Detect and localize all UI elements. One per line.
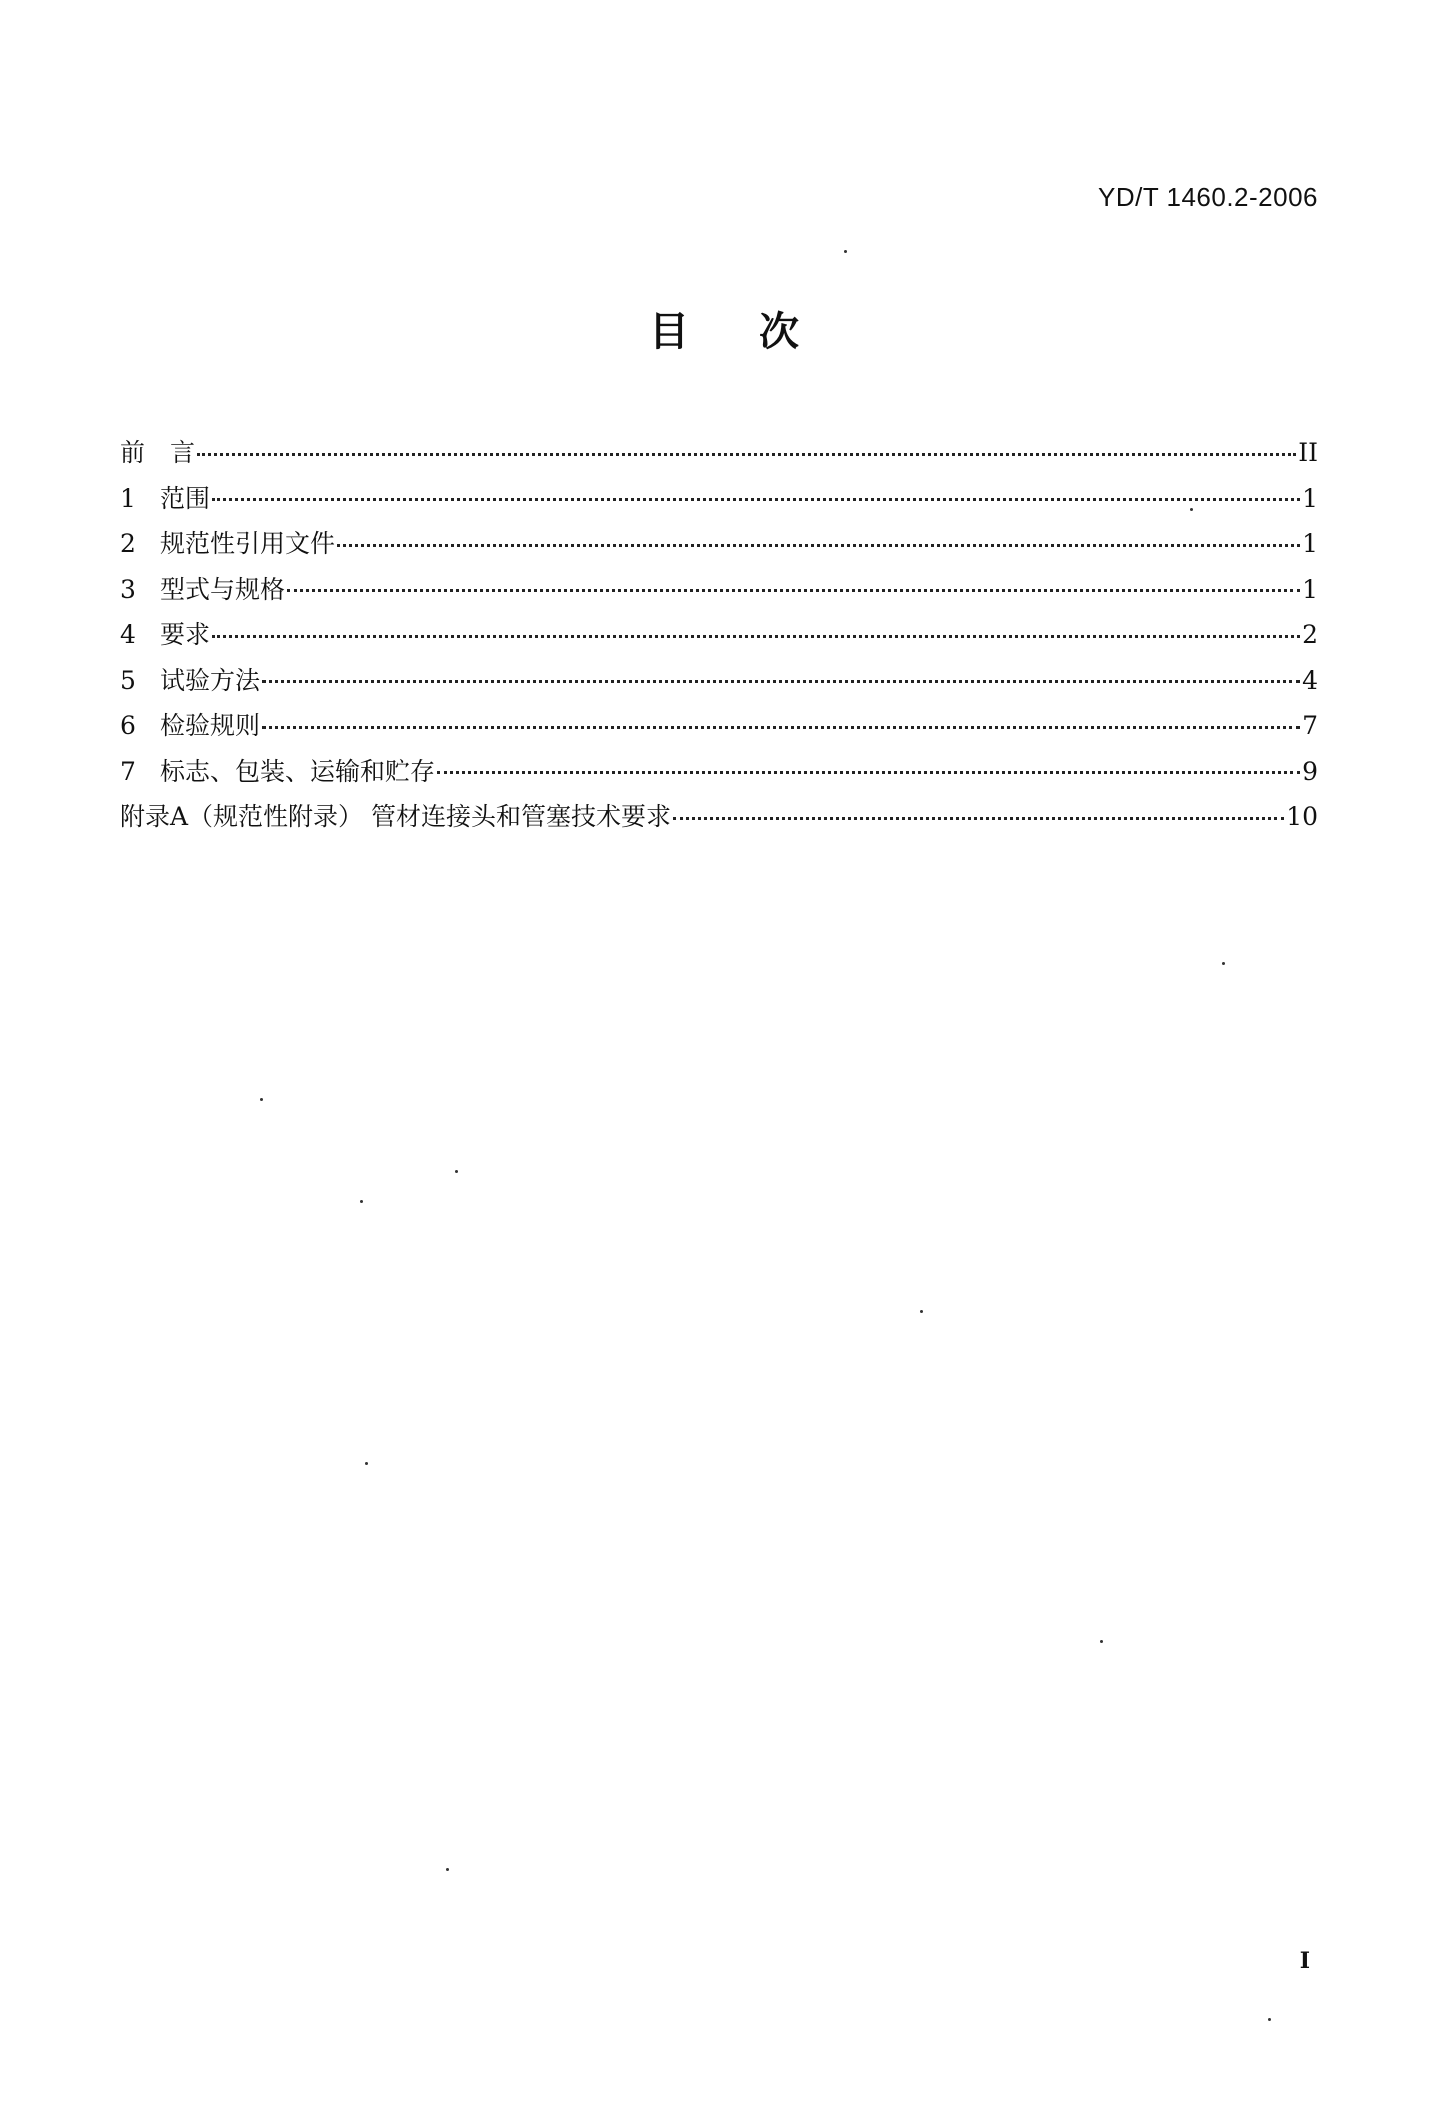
toc-entry-number: 4 (120, 620, 136, 649)
toc-entry-label: 检验规则 (160, 711, 261, 740)
toc-leader-dots (197, 452, 1296, 456)
toc-entry-label: 附录A（规范性附录） 管材连接头和管塞技术要求 (120, 802, 672, 831)
scan-speck (1222, 962, 1225, 965)
scan-speck (365, 1462, 368, 1465)
toc-leader-dots (262, 679, 1300, 683)
toc-leader-dots (337, 543, 1300, 547)
toc-entry-types-specifications[interactable] (120, 567, 1318, 613)
scan-speck (1190, 508, 1193, 511)
toc-entry-label: 前 言 (120, 438, 196, 467)
toc-entry-number: 2 (120, 529, 136, 558)
toc-entry-page: 2 (1302, 620, 1318, 649)
scan-speck (920, 1310, 923, 1313)
page-number: I (1299, 1948, 1310, 1974)
scan-speck (446, 1868, 449, 1871)
standard-number: YD/T 1460.2-2006 (1098, 182, 1318, 212)
toc-entry-label: 要求 (160, 620, 211, 649)
toc-entry-requirements[interactable] (120, 612, 1318, 658)
toc-entry-inspection-rules[interactable] (120, 703, 1318, 749)
toc-leader-dots (212, 497, 1300, 501)
scan-speck (1100, 1640, 1103, 1643)
toc-entry-label: 型式与规格 (160, 574, 286, 604)
toc-entry-page: 7 (1302, 711, 1318, 740)
toc-leader-dots (437, 770, 1300, 774)
toc-title: 目次 (649, 309, 869, 355)
toc-entry-number: 7 (120, 756, 136, 786)
toc-entry-number: 5 (120, 665, 136, 695)
toc-leader-dots (262, 725, 1300, 729)
toc-entry-page: 4 (1302, 665, 1318, 695)
toc-entry-normative-references[interactable] (120, 521, 1318, 567)
scan-speck (260, 1098, 263, 1101)
toc-entry-page: 1 (1302, 529, 1318, 558)
toc-leader-dots (673, 816, 1284, 820)
toc-entry-scope[interactable] (120, 476, 1318, 522)
toc-leader-dots (287, 588, 1300, 592)
toc-entry-label: 标志、包装、运输和贮存 (160, 756, 436, 786)
toc-entry-page: 10 (1286, 802, 1318, 831)
scan-speck (844, 250, 847, 253)
scan-speck (360, 1200, 363, 1203)
toc-entry-marking-packaging[interactable] (120, 749, 1318, 795)
toc-entry-number: 1 (120, 483, 136, 513)
toc-entry-number: 6 (120, 711, 136, 740)
toc-entry-label: 规范性引用文件 (160, 529, 336, 558)
toc-entry-label: 试验方法 (160, 665, 261, 695)
toc-leader-dots (212, 634, 1300, 638)
scan-speck (1268, 2018, 1271, 2021)
toc-entry-number: 3 (120, 574, 136, 604)
toc-entry-page: 1 (1302, 574, 1318, 604)
table-of-contents (120, 430, 1318, 840)
toc-entry-label: 范围 (160, 483, 211, 513)
toc-entry-page: 9 (1302, 756, 1318, 786)
toc-entry-foreword[interactable] (120, 430, 1318, 476)
toc-entry-test-methods[interactable] (120, 658, 1318, 704)
toc-entry-page: II (1298, 438, 1318, 467)
toc-entry-annex-a[interactable] (120, 794, 1318, 840)
scan-speck (455, 1170, 458, 1173)
toc-entry-page: 1 (1302, 483, 1318, 513)
